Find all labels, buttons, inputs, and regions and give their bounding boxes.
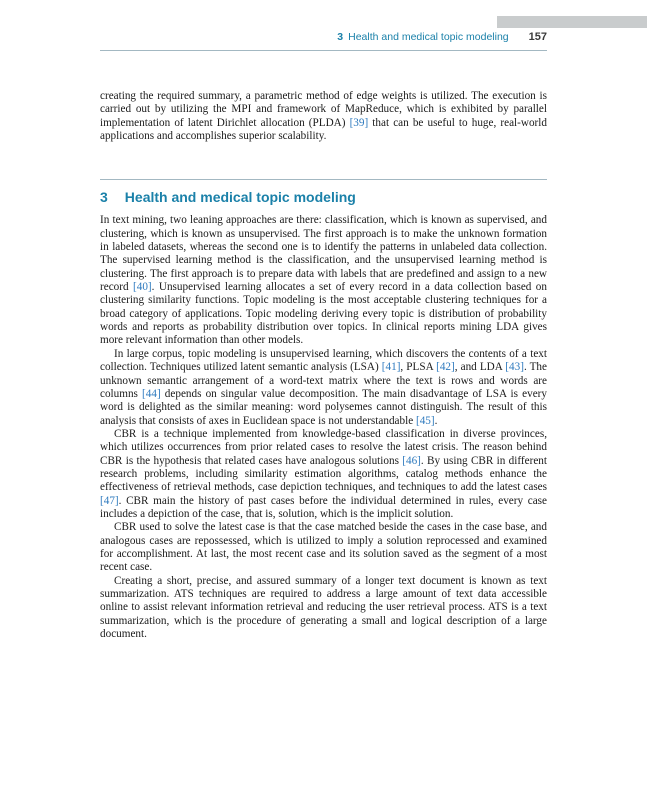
page-number: 157 <box>528 31 547 43</box>
running-head-title: Health and medical topic modeling <box>348 31 509 43</box>
intro-paragraphs <box>100 90 547 143</box>
paragraph-text: depends on singular value decomposition. The main disadvantage of LSA is every word is delighted as the similar meaning: word polysemes cannot distinguish. The result of this analysis that consists of axes in Euclidean space is not understandable <box>100 387 547 427</box>
paragraph-text: . <box>434 414 438 427</box>
paragraph-text: . CBR main the history of past cases before the individual determined in rules, every case includes a depiction of the case, that is, solution, which is the implicit solution. <box>100 494 547 520</box>
paragraph-text: , and LDA <box>454 361 506 374</box>
citation-link[interactable]: [43] <box>505 361 524 374</box>
paragraph-text: CBR is a technique implemented from knowledge-based classification in diverse provinces, which utilizes occurrences from prior related cases to resolve the latest crisis. The reason behind CBR is the hypothesis that related cases have analogous solutions <box>100 427 547 467</box>
paragraph-text: In large corpus, topic modeling is unsupervised learning, which discovers the contents of a text collection. Techniques utilized latent semantic analysis (LSA) <box>100 347 547 374</box>
paragraph-text: creating the required summary, a parametric method of edge weights is utilized. The execution is carried out by utilizing the MPI and framework of MapReduce, which is exhibited by parallel implementation of latent Dirichlet allocation (PLDA) <box>100 90 547 129</box>
paragraph-text: . Unsupervised learning allocates a set of every record in a data collection based on clustering similarity functions. Topic modeling is the most acceptable clustering techniques for a broad category of applications. Topic modeling deriving every topic is distribution of probability words and reports as probability distribution over topics. In clinical reports mining LDA gives more relevant information than other models. <box>100 281 547 347</box>
citation-link[interactable]: [40] <box>133 281 152 294</box>
section-heading-block <box>100 179 547 205</box>
paragraph-text: Creating a short, precise, and assured summary of a longer text document is known as text summarization. ATS techniques are required to address a large amount of text data accessible online to assist relevant information retrieval and reducing the user retrieval process. ATS is a text summarization, which is the procedure of generating a small and logical description of a large document. <box>100 574 547 641</box>
paragraph-text: CBR used to solve the latest case is that the case matched beside the cases in the case base, and analogous cases are repossessed, which is utilized to imply a solution reprocessed and examined for accomplishment. At last, the most recent case and its solution saved as the segment of a most recent case. <box>100 521 547 574</box>
page-content <box>100 90 547 641</box>
paragraph-text: , PLSA <box>400 361 437 374</box>
section-title: Health and medical topic modeling <box>124 189 356 206</box>
citation-link[interactable]: [39] <box>349 116 369 129</box>
citation-link[interactable]: [44] <box>142 387 161 400</box>
running-head <box>100 31 547 51</box>
paragraph <box>100 521 547 574</box>
citation-link[interactable]: [41] <box>381 361 401 374</box>
paragraph-text: that can be useful to huge, real-world applications and accomplishes superior scalability. <box>100 116 547 143</box>
section-heading <box>100 189 547 205</box>
paragraph <box>100 214 547 347</box>
paragraph <box>100 90 547 143</box>
citation-link[interactable]: [42] <box>436 361 455 374</box>
paragraph-text: In text mining, two leaning approaches are there: classification, which is known as supervised, and clustering, which is known as unsupervised. The first approach is to make the unknown formation in labeled datasets, whereas the second one is to identify the patterns in unlabeled data collection. The supervised learning method is the classification, and the unsupervised learning method is clustering. The first approach is to prepare data with labels that are predefined and assign to a new record <box>100 214 547 294</box>
paragraph <box>100 348 547 428</box>
top-corner-bar <box>497 16 647 28</box>
paragraph <box>100 428 547 521</box>
paragraph-text: . The unknown semantic arrangement of a word-text matrix where the text is rows and words are columns <box>100 361 547 400</box>
citation-link[interactable]: [47] <box>100 494 119 507</box>
citation-link[interactable]: [46] <box>402 454 421 467</box>
section-number: 3 <box>100 189 108 206</box>
body-paragraphs <box>100 214 547 641</box>
paragraph <box>100 575 547 642</box>
citation-link[interactable]: [45] <box>415 414 435 427</box>
running-head-section-number: 3 <box>337 31 344 43</box>
paragraph-text: . By using CBR in different research problems, including similarity estimation algorithms, catalog methods enhance the effectiveness of retrieval methods, case depiction techniques, and techniques to add the latest cases <box>100 454 547 494</box>
